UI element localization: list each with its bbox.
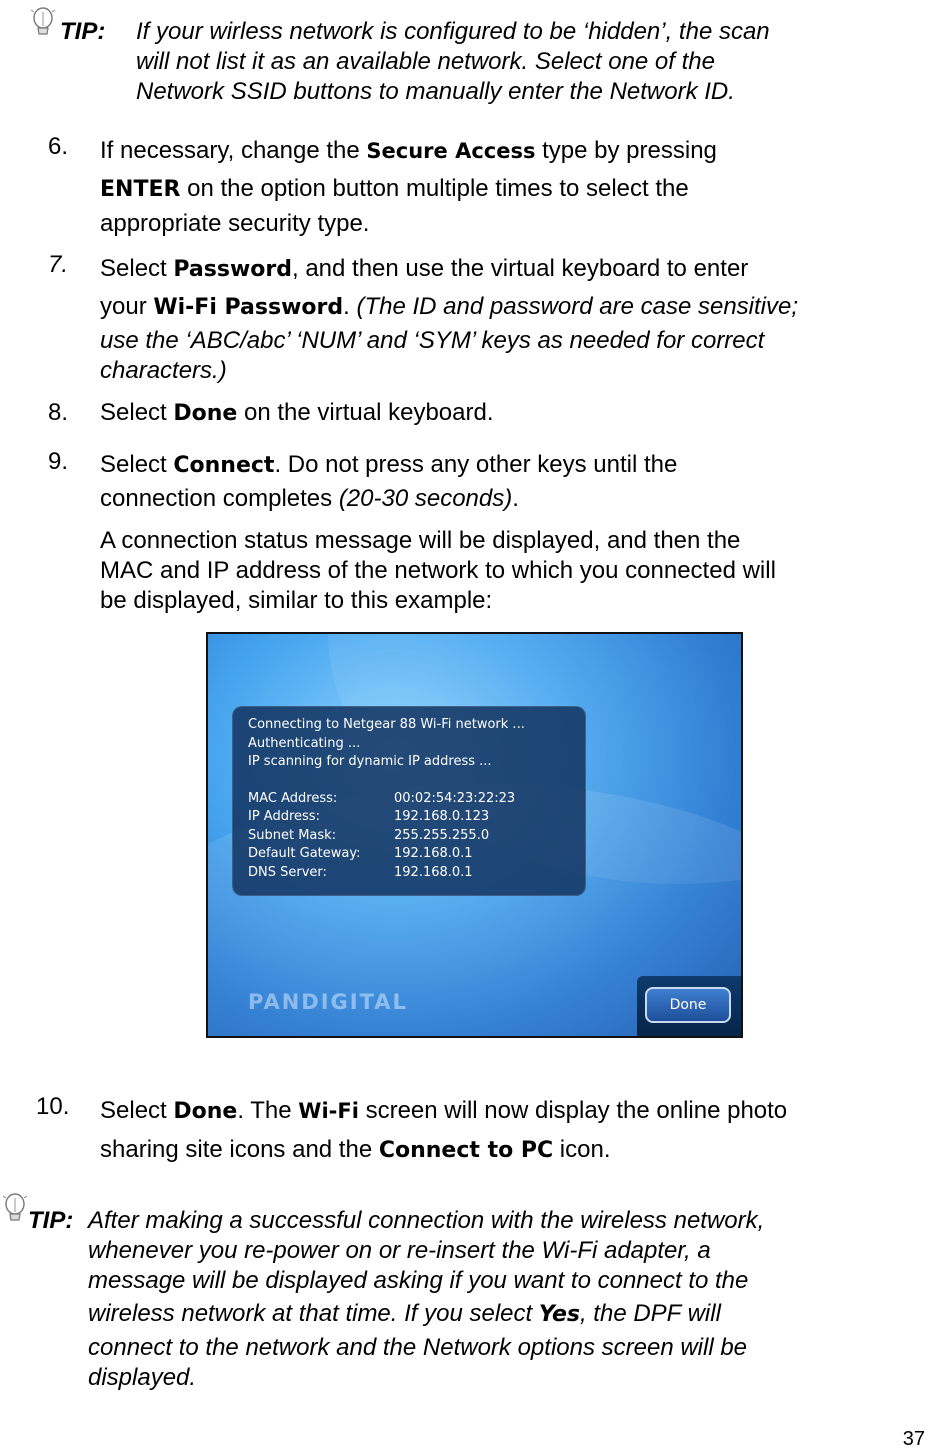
step-8-text — [100, 398, 900, 429]
status-line: IP scanning for dynamic IP address ... — [248, 754, 492, 769]
step-6-text — [100, 132, 900, 239]
done-bar — [637, 976, 741, 1036]
keyword: Connect to PC — [378, 1138, 554, 1163]
field-label: IP Address: — [248, 809, 320, 824]
keyword: Wi-Fi — [298, 1099, 359, 1123]
tip-label: TIP: — [60, 18, 106, 45]
field-value: 192.168.0.1 — [394, 846, 473, 861]
keyword: Wi-Fi Password — [153, 295, 344, 320]
field-label: MAC Address: — [248, 790, 338, 806]
tip-line: message will be displayed asking if you want to connect to the — [88, 1267, 749, 1294]
step-9-text — [100, 447, 900, 616]
step-7-text — [100, 250, 920, 386]
keyword: Done — [173, 1099, 238, 1124]
text: type by pressing — [535, 137, 717, 164]
tip-line: will not list it as an available network. Select one of the — [136, 48, 715, 75]
lightbulb-icon — [30, 6, 56, 40]
text: Select — [100, 255, 174, 282]
text: . Do not press any other keys until the — [274, 451, 678, 478]
status-line: Connecting to Netgear 88 Wi-Fi network ... — [248, 717, 525, 732]
text: use the ‘ABC/abc’ ‘NUM’ and ‘SYM’ keys as needed for correct — [100, 327, 765, 354]
tip-text — [136, 17, 916, 107]
text: characters.) — [100, 357, 227, 384]
step-10-text — [100, 1092, 900, 1170]
step-number: 8. — [48, 399, 69, 426]
page-number: 37 — [902, 1428, 925, 1450]
text: connection completes — [100, 485, 339, 512]
ip-address-row — [248, 808, 570, 827]
text: . — [343, 293, 357, 320]
text: your — [100, 293, 154, 320]
dns-server-row — [248, 864, 570, 883]
text: sharing site icons and the — [100, 1136, 379, 1163]
done-button[interactable]: Done — [645, 987, 731, 1023]
text: A connection status message will be displayed, and then the — [100, 527, 741, 554]
field-value: 192.168.0.1 — [394, 864, 473, 880]
keyword: Done — [173, 401, 238, 426]
text: , and then use the virtual keyboard to enter — [291, 255, 749, 282]
step-number: 7. — [48, 251, 69, 278]
text: (The ID and password are case sensitive; — [356, 293, 799, 320]
text: wireless network at that time. If you select — [88, 1300, 539, 1327]
tip-line: whenever you re-power on or re-insert the Wi-Fi adapter, a — [88, 1237, 711, 1264]
text: appropriate security type. — [100, 210, 370, 237]
field-value: 192.168.0.123 — [394, 809, 490, 824]
tip-line: connect to the network and the Network options screen will be — [88, 1334, 748, 1361]
tip-line: displayed. — [88, 1364, 197, 1391]
text: icon. — [553, 1136, 611, 1163]
text: on the virtual keyboard. — [237, 399, 494, 426]
connection-status-panel — [232, 706, 586, 896]
keyword: ENTER — [100, 177, 181, 202]
text: MAC and IP address of the network to which you connected will — [100, 557, 776, 584]
tip-line: After making a successful connection with the wireless network, — [88, 1207, 765, 1234]
text: (20-30 seconds) — [338, 485, 513, 512]
step-number: 6. — [48, 133, 69, 160]
keyword: Password — [173, 257, 292, 282]
tip-text — [88, 1206, 928, 1393]
brand-logo: PANDIGITAL — [248, 990, 408, 1014]
field-value: 00:02:54:23:22:23 — [394, 790, 516, 806]
connection-screenshot — [206, 632, 743, 1038]
tip-line: If your wirless network is configured to be ‘hidden’, the scan — [136, 18, 770, 45]
step-number: 10. — [36, 1093, 70, 1120]
field-label: Default Gateway: — [248, 846, 361, 861]
keyword: Connect — [173, 453, 275, 478]
step-number: 9. — [48, 448, 69, 475]
text: on the option button multiple times to select the — [180, 175, 689, 202]
status-line: Authenticating ... — [248, 735, 361, 751]
text: Select — [100, 451, 174, 478]
keyword: Secure Access — [366, 139, 536, 163]
field-value: 255.255.255.0 — [394, 827, 490, 843]
text: If necessary, change the — [100, 137, 367, 164]
text: . The — [237, 1097, 299, 1124]
text: , the DPF will — [579, 1300, 721, 1327]
lightbulb-icon — [2, 1192, 28, 1226]
field-label: Subnet Mask: — [248, 827, 337, 843]
field-label: DNS Server: — [248, 864, 327, 880]
tip-line: Network SSID buttons to manually enter the Network ID. — [136, 78, 735, 105]
text: Select — [100, 399, 174, 426]
text: . — [512, 485, 519, 512]
subnet-mask-row — [248, 827, 570, 846]
text: screen will now display the online photo — [358, 1097, 788, 1124]
keyword: Yes — [538, 1302, 580, 1327]
text: be displayed, similar to this example: — [100, 587, 493, 614]
tip-label: TIP: — [28, 1207, 74, 1234]
mac-address-row — [248, 790, 570, 809]
default-gateway-row — [248, 845, 570, 864]
text: Select — [100, 1097, 174, 1124]
